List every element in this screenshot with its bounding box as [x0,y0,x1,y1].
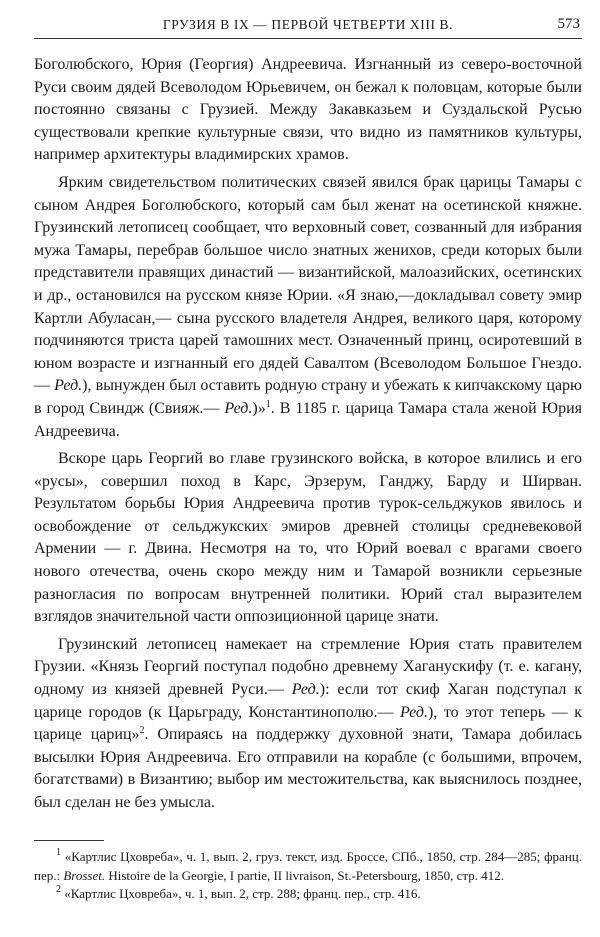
paragraph-2: Ярким свидетельством политических связей явился брак царицы Тамары с сыном Андрея Боголюбского, который сам был женат на осетинской княжне. Грузинский летописец сообщает, что верховный совет, созванный для избрания мужа Тамары, перебрав большое число знатных женихов, среди которых были представители правящих династий — византийской, малоазийских, осетинских и др., остановился на русском князе Юрии. «Я знаю,—докладывал совету эмир Картли Абуласан,— сына русского владетеля Андрея, великого царя, которому подчиняются триста царей тамошних мест. Означенный принц, осиротевший в юном возрасте и изгнанный его дядей Савалтом (Всеволодом Большое Гнездо.— Ред.), вынужден был оставить родную страну и убежать к кипчакскому царю в город Свиндж (Свияж.— Ред.)»$^1$. В 1185 г. царица Тамара стала женой Юрия Андреевича. [34,173,583,440]
footnote-ref-1: 1 [265,398,271,410]
paragraph-4: Грузинский летописец намекает на стремление Юрия стать правителем Грузии. «Князь Георгий поступал подобно древнему Хаганускифу (т. е. кагану, одному из князей древней Руси.— Ред.): если тот скиф Хаган подступал к царице городов (к Царьграду, Константинополю.— Ред.), то этот теперь — к царице цариц»$^2$. Опираясь на поддержку духовной знати, Тамара добилась высылки Юрия Андреевича. Его отправили на корабле (с большими, впрочем, богатствами) в Византию; выбор им местожительства, как выяснилось позднее, был сделан не без умысла. [34,635,583,811]
paragraph-1: Боголюбского, Юрия (Георгия) Андреевича. Изгнанный из северо-восточной Руси своим дядей Всеволодом Юрьевичем, он бежал к половцам, которые были постоянно связаны с Грузией. Между Закавказьем и Суздальской Русью существовали крепкие культурные связи, что видно из памятников культуры, например архитектуры владимирских храмов. [34,56,582,164]
running-header [34,14,582,39]
footnote-1: $^1$ «Картлис Цховреба», ч. 1, вып. 2, груз. текст, изд. Броссе, СПб., 1850, стр. 284—285; франц. пер.: Brosset. Histoire de la Georgie, I partie, II livraison, St.-Petersbourg, 1850, стр. 412. [34,847,582,883]
running-title: ГРУЗИЯ В IX — ПЕРВОЙ ЧЕТВЕРТИ XIII В. [162,17,454,32]
footnotes [34,848,582,904]
footnote-2: $^2$ «Картлис Цховреба», ч. 1, вып. 2, стр. 288; франц. пер., стр. 416. [56,884,421,901]
footnote-divider [34,840,104,841]
footnote-ref-2: 2 [139,725,145,737]
page-number: 573 [557,16,580,32]
paragraph-3: Вскоре царь Георгий во главе грузинского войска, в которое влились и его «русы», совершил поход в Карс, Эрзерум, Ганджу, Барду и Ширван. Результатом борьбы Юрия Андреевича против турок-сельджуков явилось и освобождение от сельджукских эмиров древней столицы средневековой Армении — г. Двина. Несмотря на то, что Юрий воевал с врагами своего нового отечества, очень скоро между ним и Тамарой возникли серьезные разногласия по вопросам внутренней политики. Юрий стал выразителем взглядов значительной части оппозиционной царице знати. [34,450,582,626]
body-text [34,54,582,815]
